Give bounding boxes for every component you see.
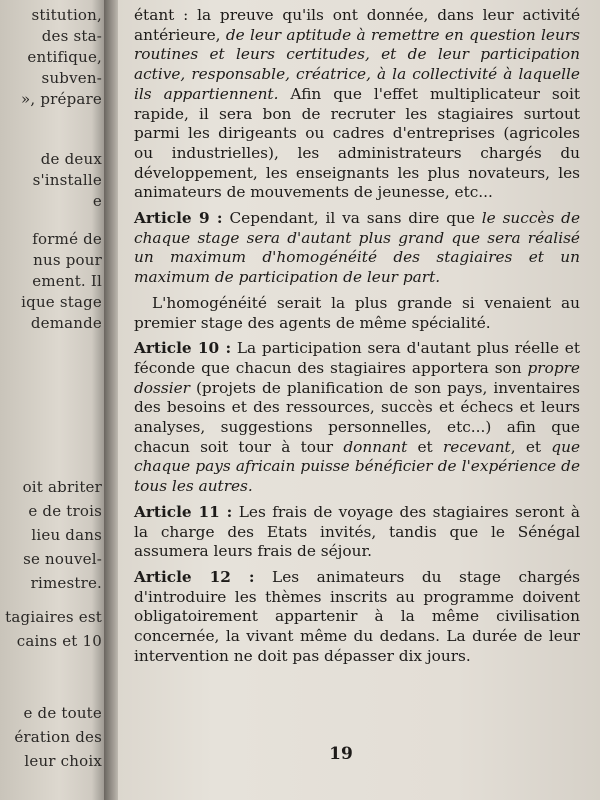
article-10-paragraph xyxy=(134,339,580,497)
left-page-text-fragment: de deux xyxy=(40,150,102,168)
left-page-text-fragment: rimestre. xyxy=(30,574,102,592)
left-page-text-fragment: oit abriter xyxy=(22,478,102,496)
left-page-text-fragment: lieu dans xyxy=(31,526,102,544)
intro-text: étant : la preuve qu'ils ont donnée, dans leur activité antérieure, xyxy=(134,6,580,44)
page-number: 19 xyxy=(329,744,353,764)
left-page-text-fragment: subven- xyxy=(41,69,102,87)
left-page-text-fragment: cains et 10 xyxy=(16,632,102,650)
article-10-italic: donnant xyxy=(343,437,408,456)
article-11-paragraph xyxy=(134,503,580,562)
left-page-text-fragment: e de trois xyxy=(28,502,102,520)
intro-text: Afin que l'effet multiplicateur soit rapide, il sera bon de recruter les stagiaires surtout parmi les dirigeants ou cadres d'entreprises (agricoles ou industrielles), les administrateurs chargés du développement, les enseignants les plus novateurs, les animateurs de mouvements de jeunesse, etc... xyxy=(134,84,581,202)
article-10-text: (projets de planification de son pays, inventaires des besoins et des ressources, succès et échecs et leurs analyses, suggestions personnelles, etc...) afin que chacun soit tour à tour xyxy=(134,378,580,456)
intro-italic: de leur aptitude à remettre en question leurs routines et leurs certitudes, et de leur participation active, responsable, créatrice, à la collectivité à laquelle ils appartiennent. xyxy=(134,25,580,103)
left-page-text-fragment: nus pour xyxy=(33,251,102,269)
article-12-heading: Article 12 : xyxy=(134,567,255,586)
left-page-text-fragment: formé de xyxy=(32,230,102,248)
article-12-text: Les animateurs du stage chargés d'introduire les thèmes inscrits au programme doivent obligatoirement appartenir à la même civilisation concernée, la vivant même du dedans. La durée de leur intervention ne doit pas dépasser dix jours. xyxy=(134,567,581,665)
left-page-text-fragment: », prépare xyxy=(21,90,102,108)
article-9-italic: le succès de chaque stage sera d'autant plus grand que sera réalisé un maximum d'homogénéité des stagiaires et un maximum de participation de leur part. xyxy=(134,209,580,287)
article-9-text: Cependant, il va sans dire que xyxy=(222,209,482,228)
left-page-text-fragment: tagiaires est xyxy=(5,608,102,626)
article-9-paragraph xyxy=(134,209,580,288)
article-10-heading: Article 10 : xyxy=(134,339,232,358)
left-page-text-fragment: ération des xyxy=(14,728,102,746)
article-11-text: Les frais de voyage des stagiaires seront à la charge des Etats invités, tandis que le Sénégal assumera leurs frais de séjour. xyxy=(134,502,580,561)
left-page-text-fragment: s'installe xyxy=(32,171,102,189)
page-body xyxy=(134,6,580,667)
article-10-text: La participation sera d'autant plus réelle et féconde que chacun des stagiaires apportera son xyxy=(134,339,580,377)
article-10-text: , et xyxy=(510,437,552,456)
left-page-text-fragment: e de toute xyxy=(23,704,102,722)
article-9-heading: Article 9 : xyxy=(134,209,223,228)
left-page-text-fragment: stitution, xyxy=(31,6,102,24)
left-page-text-fragment: ique stage xyxy=(21,293,102,311)
homogeneite-paragraph: L'homogénéité serait la plus grande si venaient au premier stage des agents de même spécialité. xyxy=(134,293,580,332)
article-11-heading: Article 11 : xyxy=(134,502,233,521)
left-page-text-fragment: ement. Il xyxy=(32,272,102,290)
article-10-italic: que chaque pays africain puisse bénéficier de l'expérience de tous les autres. xyxy=(134,437,580,496)
article-10-italic: propre dossier xyxy=(134,358,580,397)
left-page xyxy=(0,0,108,800)
article-12-paragraph xyxy=(134,568,580,667)
left-page-text-fragment: leur choix xyxy=(24,752,102,770)
left-page-text-fragment: e xyxy=(92,192,102,210)
left-page-text-fragment: des sta- xyxy=(41,27,102,45)
article-10-text: et xyxy=(407,437,443,456)
intro-paragraph xyxy=(134,6,580,203)
left-page-text-fragment: demande xyxy=(30,314,102,332)
left-page-text-fragment: se nouvel- xyxy=(23,550,102,568)
left-page-text-fragment: entifique, xyxy=(27,48,102,66)
article-10-italic: recevant xyxy=(442,437,511,456)
right-page xyxy=(118,0,600,800)
